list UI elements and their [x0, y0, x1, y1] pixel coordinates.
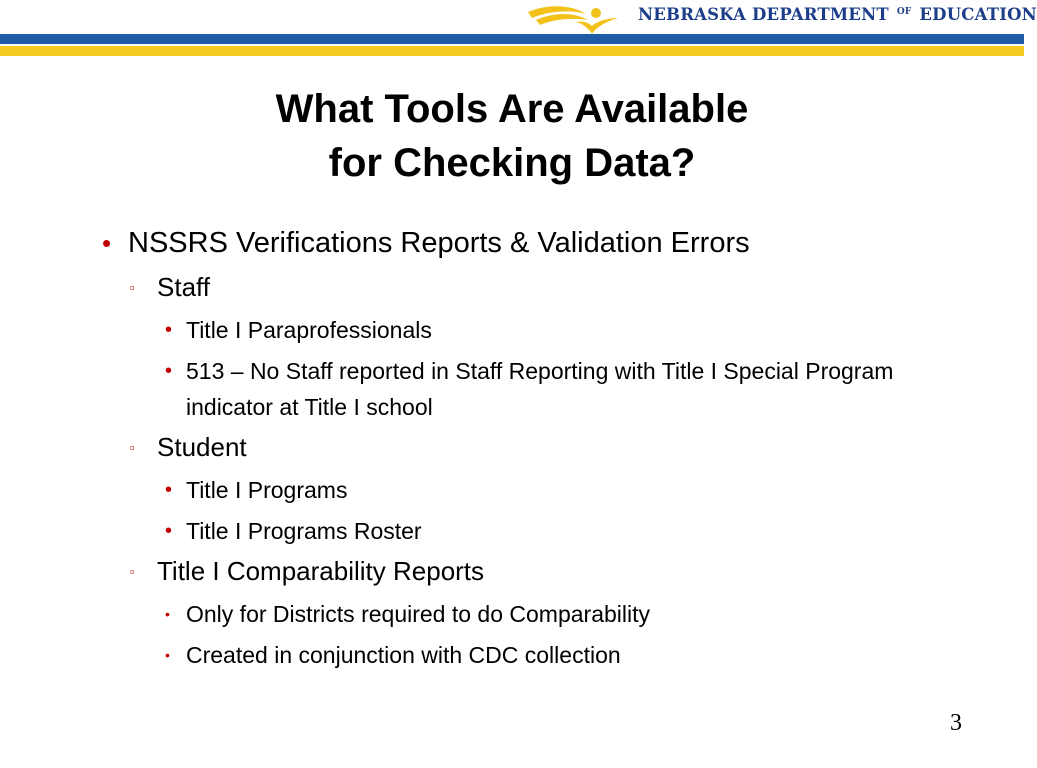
bullet-text: Staff — [157, 272, 211, 302]
bullet-text: Title I Programs Roster — [186, 518, 422, 544]
bullet-level2 — [0, 270, 1024, 304]
nde-logo-text: NEBRASKA DEPARTMENT $^{OF}$ EDUCATION — [638, 5, 1037, 24]
bullet-text: Only for Districts required to do Comparability — [186, 601, 650, 627]
bullet-dot-icon: • — [165, 520, 173, 542]
bullet-level3 — [0, 472, 1024, 508]
bullet-level3 — [0, 637, 1024, 673]
bullet-square-icon: ▫ — [130, 280, 135, 295]
bullet-dot-icon: • — [165, 647, 170, 663]
slide-title-line-1: What Tools Are Available — [275, 87, 749, 131]
bullet-square-icon: ▫ — [130, 440, 135, 455]
bullet-square-icon: ▫ — [130, 564, 135, 579]
bullet-dot-icon: • — [165, 479, 173, 501]
bullet-level3 — [0, 596, 1024, 632]
bullet-level3 — [0, 312, 1024, 348]
nde-logo-emblem-icon — [526, 0, 636, 34]
header-blue-bar — [0, 34, 1024, 44]
page-number: 3 — [950, 710, 962, 736]
slide-title — [0, 82, 1024, 190]
bullet-dot-icon: • — [165, 606, 170, 622]
nde-logo — [526, 0, 1037, 34]
bullet-dot-icon: • — [165, 360, 173, 382]
bullet-level2 — [0, 430, 1024, 464]
bullet-text: Title I Programs — [186, 477, 348, 503]
bullet-list — [0, 224, 1024, 678]
header-yellow-bar — [0, 46, 1024, 56]
bullet-text: 513 – No Staff reported in Staff Reporting with Title I Special Program indicator at Title I school — [186, 358, 894, 420]
bullet-level3 — [0, 353, 966, 425]
bullet-text: Title I Paraprofessionals — [186, 317, 432, 343]
bullet-dot-icon: • — [102, 228, 112, 258]
bullet-dot-icon: • — [165, 319, 173, 341]
bullet-level2 — [0, 554, 1024, 588]
slide-title-line-2: for Checking Data? — [328, 141, 696, 185]
bullet-text: Created in conjunction with CDC collection — [186, 642, 621, 668]
bullet-level3 — [0, 513, 1024, 549]
bullet-text: Title I Comparability Reports — [157, 556, 485, 586]
bullet-level1 — [0, 224, 1024, 262]
bullet-text: Student — [157, 432, 247, 462]
bullet-text: NSSRS Verifications Reports & Validation Errors — [128, 227, 750, 259]
